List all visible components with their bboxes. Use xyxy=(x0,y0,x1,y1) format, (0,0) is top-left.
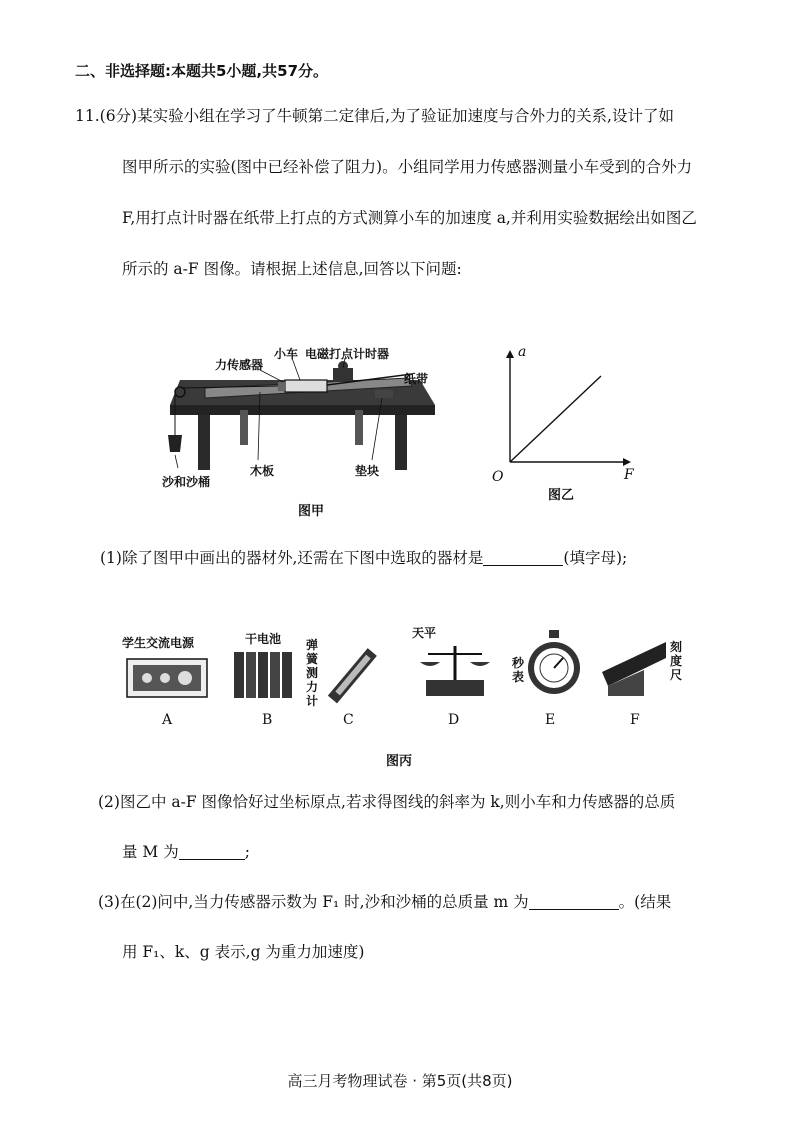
sub1-text: (1)除了图甲中画出的器材外,还需在下图中选取的器材是 (填字母); xyxy=(100,549,628,567)
label-board: 木板 xyxy=(250,464,275,478)
label-cart: 小车 xyxy=(274,347,299,361)
answer-blank-1[interactable] xyxy=(483,549,563,566)
item-f-letter: F xyxy=(630,712,640,728)
label-timer: 电磁打点计时器 xyxy=(305,347,390,361)
sub2-line-2: 量 M 为 ; xyxy=(122,843,250,861)
spring-scale-icon xyxy=(325,645,385,705)
section-heading: 二、非选择题:本题共5小题,共57分。 xyxy=(75,62,329,80)
balance-icon xyxy=(418,640,493,700)
label-force-sensor: 力传感器 xyxy=(215,358,264,372)
ac-power-supply-icon xyxy=(125,655,210,700)
item-c-name: 弹簧测力计 xyxy=(306,638,319,708)
q11-line-2: 图甲所示的实验(图中已经补偿了阻力)。小组同学用力传感器测量小车受到的合外力 xyxy=(122,158,693,176)
force-sensor xyxy=(278,382,286,391)
item-d-letter: D xyxy=(448,712,460,728)
sub2-line-1: (2)图乙中 a-F 图像恰好过坐标原点,若求得图线的斜率为 k,则小车和力传感器的总质 xyxy=(98,793,676,811)
item-b-name: 干电池 xyxy=(245,632,282,646)
item-a-letter: A xyxy=(162,712,173,728)
table-leg-back-left xyxy=(240,410,248,445)
x-axis-arrow xyxy=(623,458,631,466)
item-e-letter: E xyxy=(545,712,556,728)
a-f-graph xyxy=(485,340,635,480)
item-d-name: 天平 xyxy=(412,626,437,640)
item-a-name: 学生交流电源 xyxy=(122,636,195,650)
stopwatch-icon xyxy=(525,628,583,698)
cart xyxy=(285,380,327,392)
caption-fig-bing: 图丙 xyxy=(386,754,413,769)
sub3-line-1: (3)在(2)问中,当力传感器示数为 F₁ 时,沙和沙桶的总质量 m 为 。(结果 xyxy=(98,893,672,911)
q11-line-4: 所示的 a-F 图像。请根据上述信息,回答以下问题: xyxy=(122,260,462,278)
label-tape: 纸带 xyxy=(404,372,429,386)
graph-line xyxy=(510,376,601,462)
table-leg-back-right xyxy=(355,410,363,445)
item-b-letter: B xyxy=(262,712,273,728)
q11-line-1: 11.(6分)某实验小组在学习了牛顿第二定律后,为了验证加速度与合外力的关系,设计了如 xyxy=(75,107,674,125)
item-f-name: 刻度尺 xyxy=(670,640,683,682)
page-footer: 高三月考物理试卷 · 第5页(共8页) xyxy=(287,1072,513,1090)
sub3-line-2: 用 F₁、k、g 表示,g 为重力加速度) xyxy=(122,943,365,961)
caption-fig-jia: 图甲 xyxy=(298,504,325,519)
answer-blank-3[interactable] xyxy=(529,893,619,910)
item-c-letter: C xyxy=(343,712,354,728)
axis-label-a: a xyxy=(518,344,527,360)
q11-line-3: F,用打点计时器在纸带上打点的方式测算小车的加速度 a,并利用实验数据绘出如图乙 xyxy=(122,209,697,227)
axis-label-f: F xyxy=(624,467,634,483)
origin-label: O xyxy=(492,469,504,485)
ruler-icon xyxy=(600,640,670,700)
table-leg-front-right xyxy=(395,415,407,470)
pad-block xyxy=(375,390,393,398)
item-e-name: 秒表 xyxy=(512,656,525,684)
caption-fig-yi: 图乙 xyxy=(548,488,575,503)
dry-battery-icon xyxy=(232,648,294,700)
label-pad: 垫块 xyxy=(355,464,380,478)
y-axis-arrow xyxy=(506,350,514,358)
table-edge xyxy=(170,405,435,415)
answer-blank-2[interactable] xyxy=(179,843,245,860)
label-sand-bucket: 沙和沙桶 xyxy=(162,475,211,489)
table-leg-front-left xyxy=(198,415,210,470)
sand-bucket xyxy=(168,435,182,452)
